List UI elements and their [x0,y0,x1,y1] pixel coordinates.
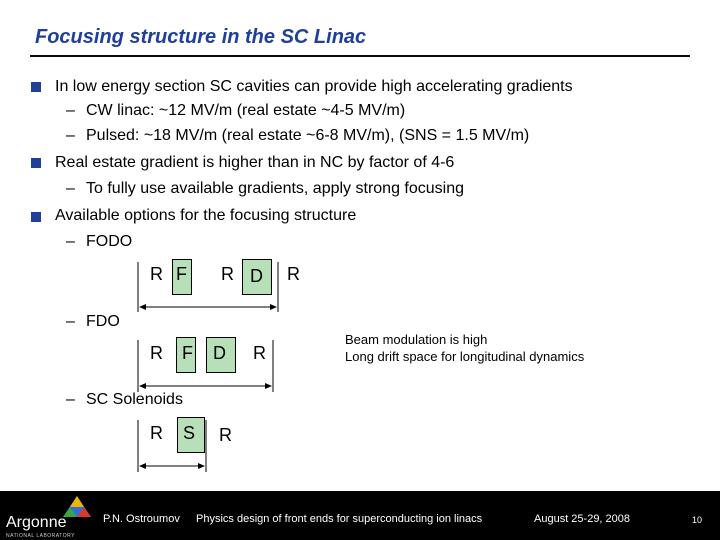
footer-author: P.N. Ostroumov [103,513,180,525]
fdo-resonator-2: R [253,343,266,363]
bullet-3-sub-fdo: FDO [86,313,120,330]
dash-icon: – [66,233,75,250]
bullet-3-sub-fodo: FODO [86,233,133,250]
bullet-2: Real estate gradient is higher than in NC by factor of 4-6 [55,154,455,171]
footer-page-number: 10 [692,515,703,525]
argonne-logo-text: Argonne [6,514,67,531]
fdo-resonator-1: R [150,343,163,363]
bullet-1-sub-1: CW linac: ~12 MV/m (real estate ~4-5 MV/m) [86,102,406,119]
fdo-d-label: D [213,343,226,363]
sol-s-label: S [183,423,196,443]
fodo-resonator-3: R [287,264,300,284]
page-title: Focusing structure in the SC Linac [35,26,367,48]
dash-icon: – [66,391,75,408]
fdo-note-1: Beam modulation is high [345,332,488,347]
dash-icon: – [66,127,75,144]
fodo-d-label: D [250,266,263,286]
bullet-2-sub-1: To fully use available gradients, apply strong focusing [86,180,464,197]
footer-talk-title: Physics design of front ends for superconducting ion linacs [196,513,483,525]
fodo-resonator-1: R [150,264,163,284]
bullet-3: Available options for the focusing structure [55,207,357,224]
bullet-1-sub-2: Pulsed: ~18 MV/m (real estate ~6-8 MV/m), (SNS = 1.5 MV/m) [86,127,530,144]
dash-icon: – [66,313,75,330]
footer-date: August 25-29, 2008 [534,513,631,525]
bullet-3-sub-solenoids: SC Solenoids [86,391,183,408]
fdo-note-2: Long drift space for longitudinal dynamics [345,349,585,364]
argonne-logo-subtitle: NATIONAL LABORATORY [6,533,75,539]
fodo-resonator-2: R [221,264,234,284]
sol-resonator-2: R [219,425,232,445]
bullet-1: In low energy section SC cavities can provide high accelerating gradients [55,78,573,95]
dash-icon: – [66,180,75,197]
dash-icon: – [66,102,75,119]
sol-resonator-1: R [150,423,163,443]
fdo-f-label: F [182,343,193,363]
footer-bar [0,491,720,540]
fodo-f-label: F [176,264,187,284]
